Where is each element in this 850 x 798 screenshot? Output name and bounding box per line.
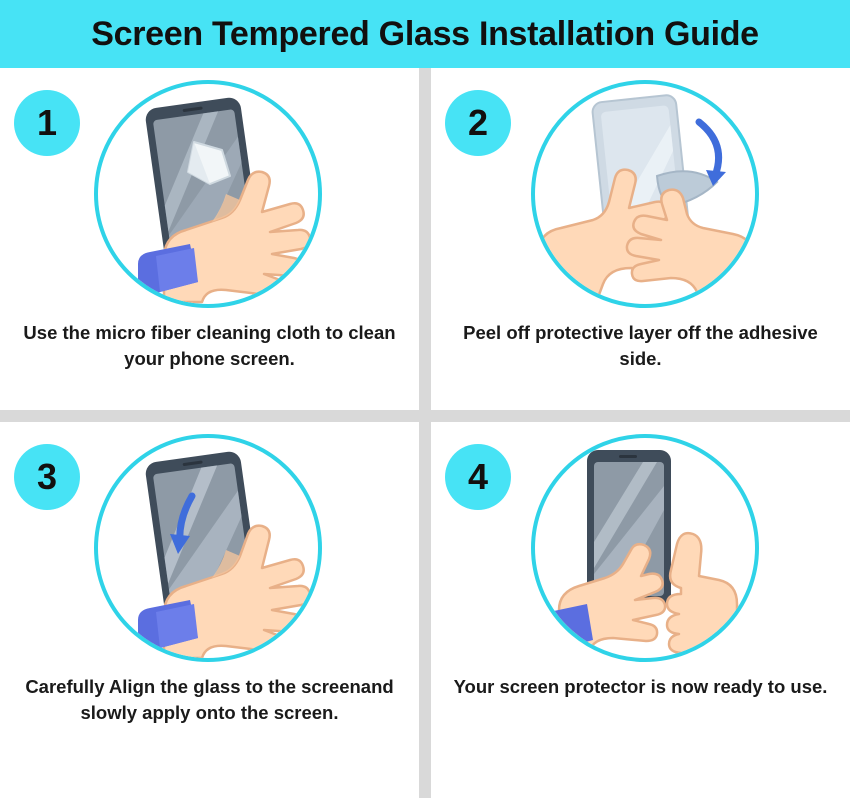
phone-ready-thumbs-up-icon — [531, 434, 759, 662]
step-number-badge-4: 4 — [445, 444, 511, 510]
step-card-3 — [0, 422, 419, 764]
step-card-1 — [0, 68, 419, 410]
step-illustration-2 — [531, 80, 767, 316]
page-title: Screen Tempered Glass Installation Guide — [91, 14, 759, 53]
divider-horizontal — [0, 410, 850, 422]
step-card-4 — [431, 422, 850, 764]
divider-vertical-bottom — [419, 136, 431, 798]
step-number-badge-2: 2 — [445, 90, 511, 156]
step-caption-2: Peel off protective layer off the adhesive side. — [463, 322, 818, 370]
peel-film-icon — [531, 80, 759, 308]
phone-cleaning-icon — [94, 80, 322, 308]
step-caption-3: Carefully Align the glass to the screenand slowly apply onto the screen. — [25, 676, 394, 724]
guide-header — [0, 0, 850, 68]
step-caption-4: Your screen protector is now ready to use. — [453, 676, 828, 697]
step-caption-1: Use the micro fiber cleaning cloth to clean your phone screen. — [23, 322, 396, 370]
step-number-badge-3: 3 — [14, 444, 80, 510]
align-glass-icon — [94, 434, 322, 662]
step-number-badge-1: 1 — [14, 90, 80, 156]
step-illustration-1 — [94, 80, 330, 316]
step-card-2 — [431, 68, 850, 410]
steps-grid — [0, 68, 850, 798]
step-illustration-4 — [531, 434, 767, 670]
step-illustration-3 — [94, 434, 330, 670]
